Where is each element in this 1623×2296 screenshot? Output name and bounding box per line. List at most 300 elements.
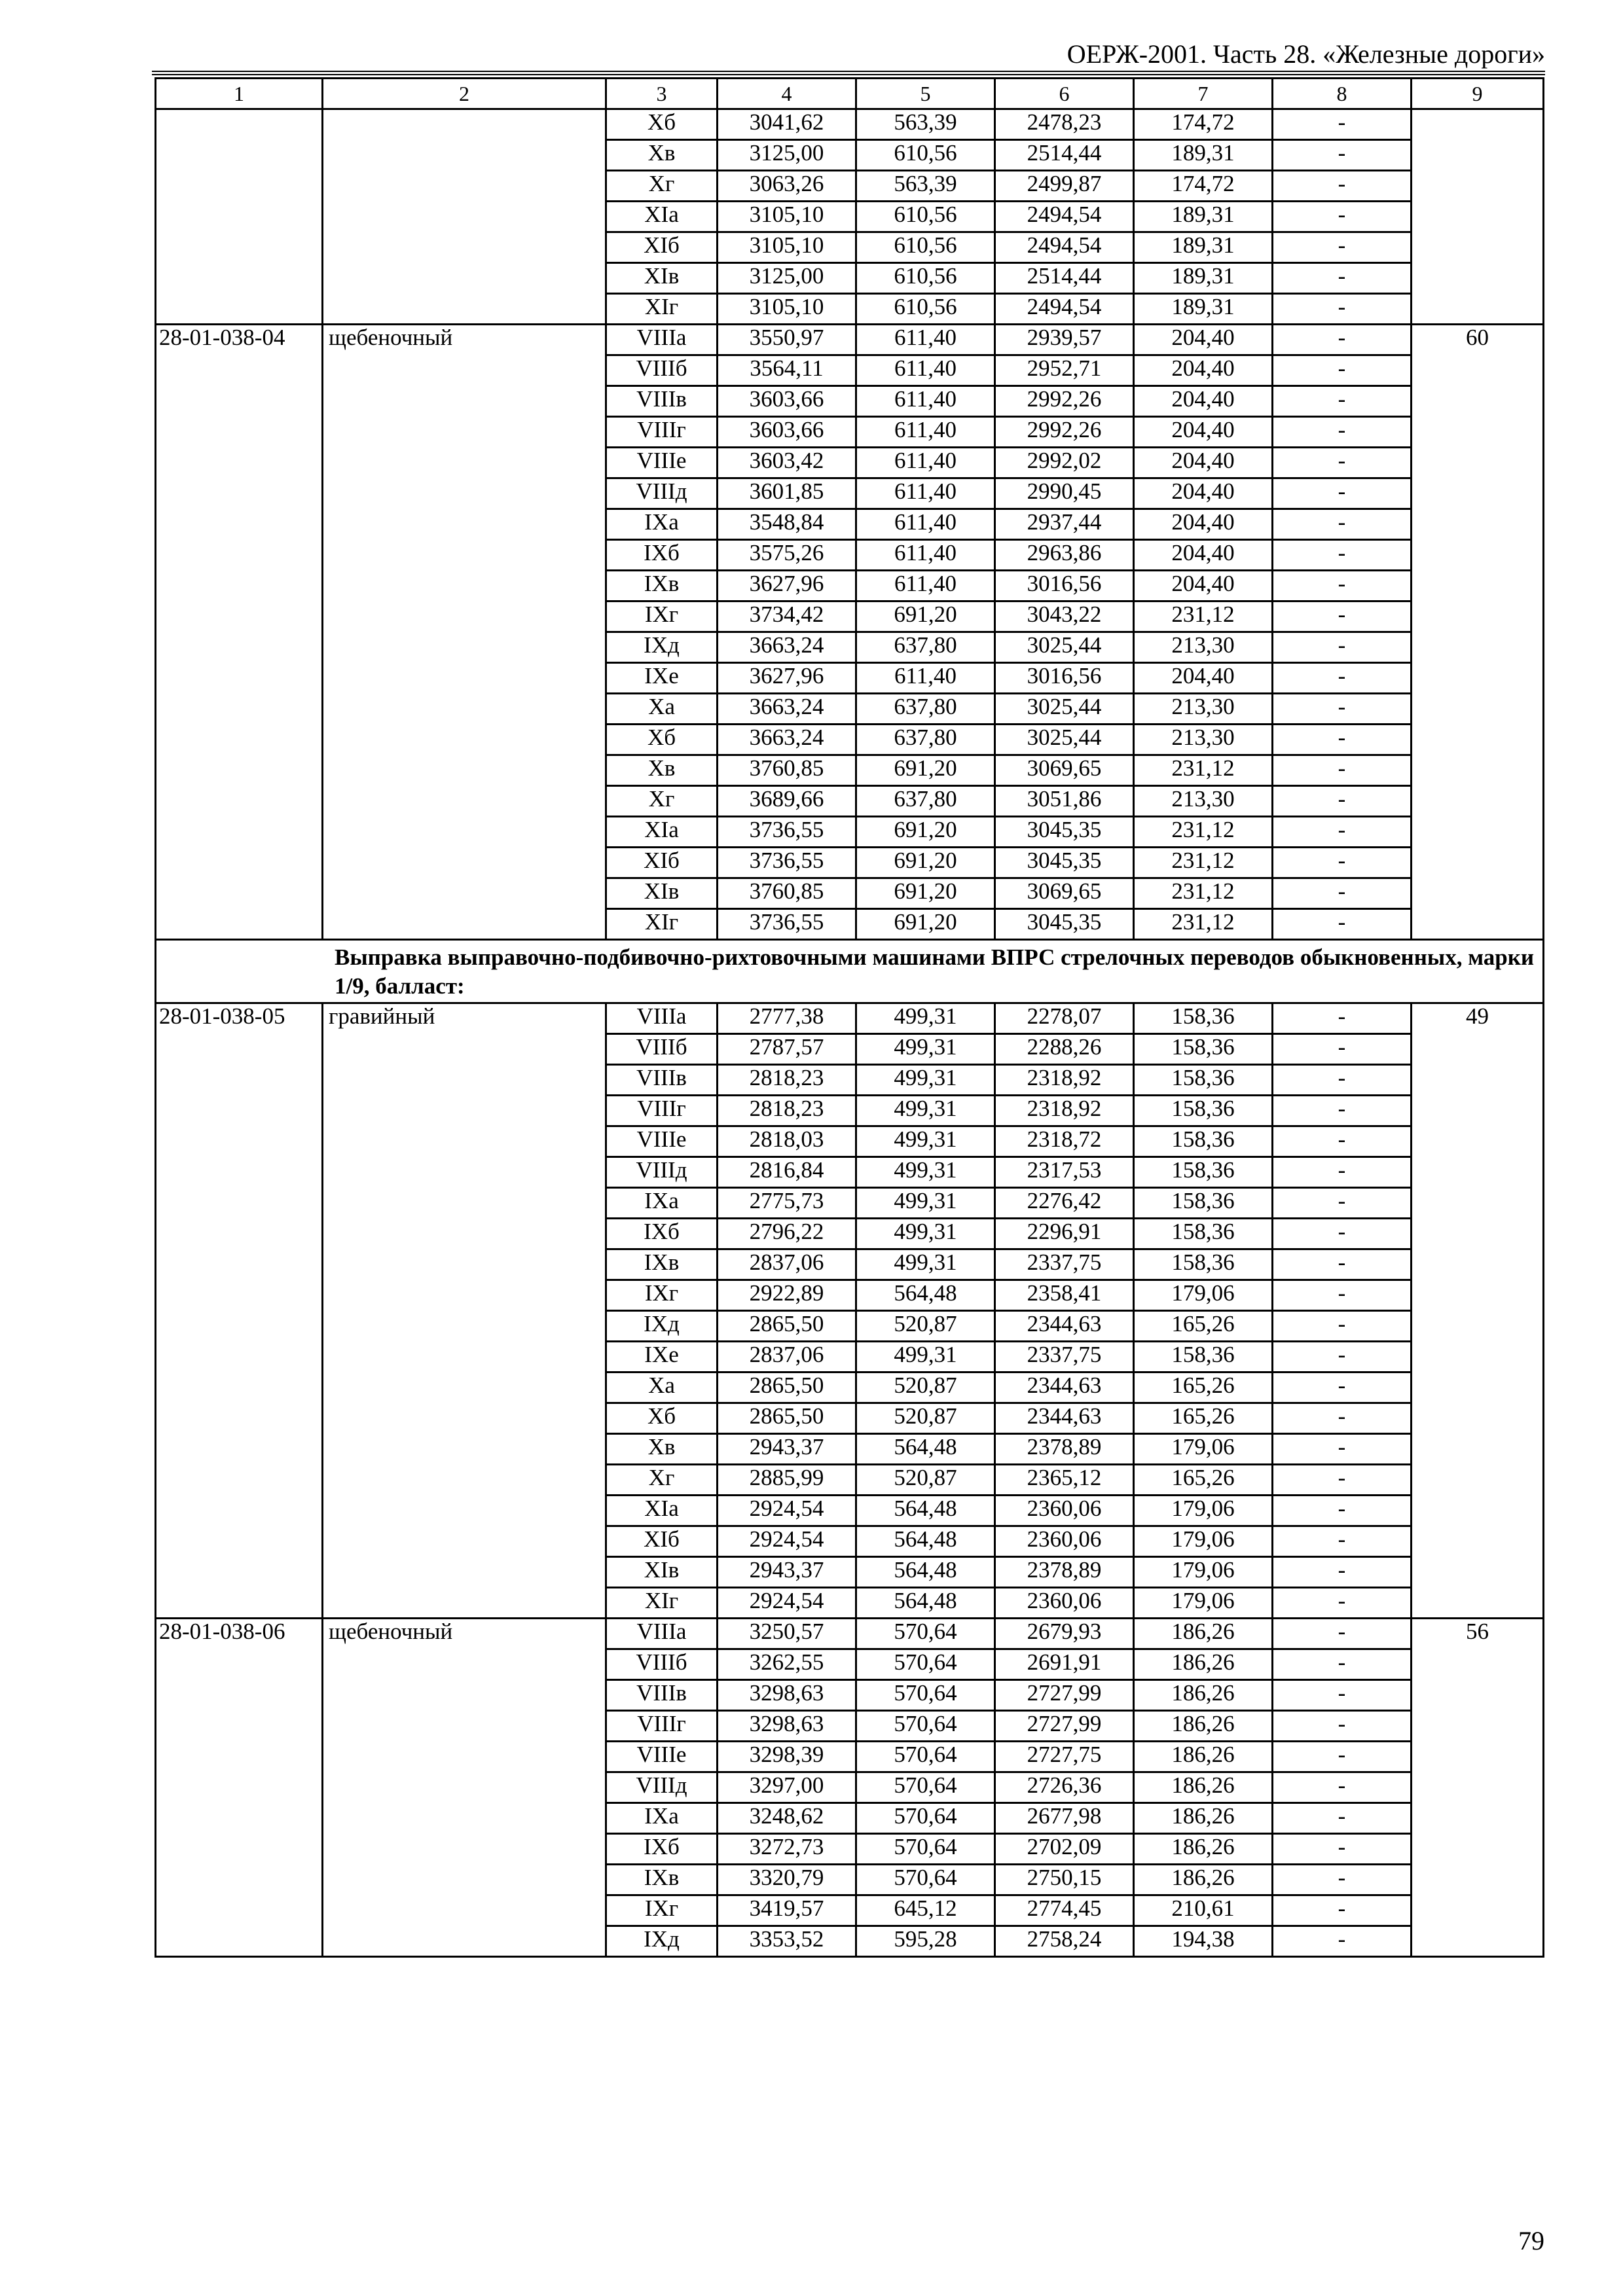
materials-cell: - (1273, 1434, 1412, 1465)
materials-cell: - (1273, 325, 1412, 355)
materials-cell: - (1273, 1649, 1412, 1680)
total-cost-cell: 2922,89 (718, 1280, 856, 1311)
materials-cell: - (1273, 1157, 1412, 1188)
wages-cell: 520,87 (856, 1465, 995, 1496)
machinist-wages-cell: 158,36 (1134, 1157, 1273, 1188)
materials-cell: - (1273, 1342, 1412, 1372)
materials-cell: - (1273, 202, 1412, 232)
machine-cost-cell: 3025,44 (995, 632, 1134, 663)
machinist-wages-cell: 186,26 (1134, 1865, 1273, 1895)
machinist-wages-cell: 186,26 (1134, 1834, 1273, 1865)
total-cost-cell: 2837,06 (718, 1342, 856, 1372)
machine-cost-cell: 2939,57 (995, 325, 1134, 355)
header-rule-top (152, 71, 1545, 72)
total-cost-cell: 2865,50 (718, 1372, 856, 1403)
materials-cell: - (1273, 1126, 1412, 1157)
switch-type-cell: XIа (606, 817, 718, 848)
machinist-wages-cell: 213,30 (1134, 725, 1273, 755)
total-cost-cell: 2865,50 (718, 1311, 856, 1342)
labor-cost (1412, 109, 1544, 325)
wages-cell: 611,40 (856, 355, 995, 386)
materials-cell: - (1273, 909, 1412, 940)
machine-cost-cell: 2365,12 (995, 1465, 1134, 1496)
materials-cell: - (1273, 509, 1412, 540)
machinist-wages-cell: 179,06 (1134, 1280, 1273, 1311)
total-cost-cell: 3063,26 (718, 171, 856, 202)
machine-cost-cell: 2278,07 (995, 1003, 1134, 1034)
norm-code: 28-01-038-05 (156, 1003, 323, 1619)
total-cost-cell: 3419,57 (718, 1895, 856, 1926)
materials-cell: - (1273, 1526, 1412, 1557)
switch-type-cell: IXг (606, 1280, 718, 1311)
machine-cost-cell: 2360,06 (995, 1496, 1134, 1526)
switch-type-cell: XIб (606, 1526, 718, 1557)
wages-cell: 570,64 (856, 1649, 995, 1680)
wages-cell: 691,20 (856, 878, 995, 909)
total-cost-cell: 2837,06 (718, 1249, 856, 1280)
machinist-wages-cell: 231,12 (1134, 755, 1273, 786)
wages-cell: 570,64 (856, 1711, 995, 1742)
machine-cost-cell: 2344,63 (995, 1372, 1134, 1403)
machinist-wages-cell: 189,31 (1134, 294, 1273, 325)
total-cost-cell: 3298,63 (718, 1711, 856, 1742)
total-cost-cell: 3736,55 (718, 848, 856, 878)
wages-cell: 499,31 (856, 1034, 995, 1065)
materials-cell: - (1273, 171, 1412, 202)
machine-cost-cell: 2318,92 (995, 1065, 1134, 1096)
materials-cell: - (1273, 417, 1412, 448)
machinist-wages-cell: 165,26 (1134, 1465, 1273, 1496)
switch-type-cell: VIIIг (606, 417, 718, 448)
total-cost-cell: 2865,50 (718, 1403, 856, 1434)
machinist-wages-cell: 158,36 (1134, 1126, 1273, 1157)
total-cost-cell: 3353,52 (718, 1926, 856, 1957)
machine-cost-cell: 2992,26 (995, 417, 1134, 448)
wages-cell: 611,40 (856, 478, 995, 509)
switch-type-cell: IXд (606, 1311, 718, 1342)
header-rule-bottom (152, 74, 1545, 75)
machine-cost-cell: 2702,09 (995, 1834, 1134, 1865)
machine-cost-cell: 3045,35 (995, 817, 1134, 848)
switch-type-cell: IXв (606, 1865, 718, 1895)
total-cost-cell: 3603,42 (718, 448, 856, 478)
materials-cell: - (1273, 1311, 1412, 1342)
machine-cost-cell: 2360,06 (995, 1588, 1134, 1619)
total-cost-cell: 3041,62 (718, 109, 856, 140)
total-cost-cell: 3601,85 (718, 478, 856, 509)
materials-cell: - (1273, 478, 1412, 509)
total-cost-cell: 3320,79 (718, 1865, 856, 1895)
total-cost-cell: 3564,11 (718, 355, 856, 386)
machinist-wages-cell: 186,26 (1134, 1619, 1273, 1649)
wages-cell: 610,56 (856, 294, 995, 325)
switch-type-cell: Xв (606, 140, 718, 171)
total-cost-cell: 3125,00 (718, 140, 856, 171)
total-cost-cell: 2775,73 (718, 1188, 856, 1219)
total-cost-cell: 3297,00 (718, 1772, 856, 1803)
machinist-wages-cell: 210,61 (1134, 1895, 1273, 1926)
column-number: 7 (1134, 79, 1273, 109)
machine-cost-cell: 2344,63 (995, 1403, 1134, 1434)
column-number: 6 (995, 79, 1134, 109)
materials-cell: - (1273, 1465, 1412, 1496)
total-cost-cell: 2943,37 (718, 1557, 856, 1588)
switch-type-cell: VIIIе (606, 1126, 718, 1157)
switch-type-cell: VIIIв (606, 386, 718, 417)
materials-cell: - (1273, 263, 1412, 294)
switch-type-cell: XIг (606, 909, 718, 940)
wages-cell: 499,31 (856, 1188, 995, 1219)
machine-cost-cell: 2992,26 (995, 386, 1134, 417)
machine-cost-cell: 2679,93 (995, 1619, 1134, 1649)
column-number: 5 (856, 79, 995, 109)
switch-type-cell: IXб (606, 1219, 718, 1249)
wages-cell: 564,48 (856, 1496, 995, 1526)
table-row (156, 109, 1544, 140)
total-cost-cell: 3105,10 (718, 232, 856, 263)
machinist-wages-cell: 158,36 (1134, 1034, 1273, 1065)
machine-cost-cell: 3045,35 (995, 848, 1134, 878)
page-number: 79 (1518, 2226, 1544, 2255)
wages-cell: 611,40 (856, 509, 995, 540)
switch-type-cell: Xг (606, 1465, 718, 1496)
total-cost-cell: 3760,85 (718, 755, 856, 786)
machinist-wages-cell: 158,36 (1134, 1342, 1273, 1372)
materials-cell: - (1273, 294, 1412, 325)
total-cost-cell: 3575,26 (718, 540, 856, 571)
machinist-wages-cell: 179,06 (1134, 1557, 1273, 1588)
materials-cell: - (1273, 1680, 1412, 1711)
machinist-wages-cell: 186,26 (1134, 1680, 1273, 1711)
machine-cost-cell: 2296,91 (995, 1219, 1134, 1249)
switch-type-cell: Xа (606, 694, 718, 725)
total-cost-cell: 2924,54 (718, 1496, 856, 1526)
total-cost-cell: 3272,73 (718, 1834, 856, 1865)
machine-cost-cell: 2727,75 (995, 1742, 1134, 1772)
wages-cell: 563,39 (856, 171, 995, 202)
machine-cost-cell: 2494,54 (995, 232, 1134, 263)
switch-type-cell: Xг (606, 786, 718, 817)
machinist-wages-cell: 165,26 (1134, 1372, 1273, 1403)
wages-cell: 564,48 (856, 1588, 995, 1619)
switch-type-cell: IXв (606, 571, 718, 601)
switch-type-cell: VIIIе (606, 448, 718, 478)
machinist-wages-cell: 186,26 (1134, 1803, 1273, 1834)
machine-cost-cell: 2344,63 (995, 1311, 1134, 1342)
machinist-wages-cell: 204,40 (1134, 509, 1273, 540)
switch-type-cell: VIIIд (606, 478, 718, 509)
switch-type-cell: IXд (606, 1926, 718, 1957)
total-cost-cell: 3663,24 (718, 694, 856, 725)
wages-cell: 564,48 (856, 1557, 995, 1588)
wages-cell: 611,40 (856, 663, 995, 694)
machinist-wages-cell: 204,40 (1134, 355, 1273, 386)
switch-type-cell: IXб (606, 540, 718, 571)
materials-cell: - (1273, 694, 1412, 725)
switch-type-cell: XIб (606, 848, 718, 878)
machinist-wages-cell: 231,12 (1134, 878, 1273, 909)
machine-cost-cell: 2337,75 (995, 1249, 1134, 1280)
machine-cost-cell: 2358,41 (995, 1280, 1134, 1311)
switch-type-cell: Xб (606, 1403, 718, 1434)
switch-type-cell: Xв (606, 1434, 718, 1465)
machinist-wages-cell: 204,40 (1134, 448, 1273, 478)
wages-cell: 564,48 (856, 1280, 995, 1311)
column-number: 1 (156, 79, 323, 109)
total-cost-cell: 2777,38 (718, 1003, 856, 1034)
wages-cell: 570,64 (856, 1742, 995, 1772)
machine-cost-cell: 2758,24 (995, 1926, 1134, 1957)
materials-cell: - (1273, 1496, 1412, 1526)
switch-type-cell: IXа (606, 1803, 718, 1834)
switch-type-cell: VIIIе (606, 1742, 718, 1772)
wages-cell: 691,20 (856, 755, 995, 786)
materials-cell: - (1273, 1280, 1412, 1311)
total-cost-cell: 3105,10 (718, 294, 856, 325)
machinist-wages-cell: 204,40 (1134, 386, 1273, 417)
materials-cell: - (1273, 817, 1412, 848)
machinist-wages-cell: 204,40 (1134, 478, 1273, 509)
wages-cell: 499,31 (856, 1157, 995, 1188)
wages-cell: 564,48 (856, 1434, 995, 1465)
total-cost-cell: 3663,24 (718, 725, 856, 755)
machine-cost-cell: 3025,44 (995, 694, 1134, 725)
switch-type-cell: VIIIа (606, 1619, 718, 1649)
machine-cost-cell: 2378,89 (995, 1557, 1134, 1588)
machinist-wages-cell: 213,30 (1134, 632, 1273, 663)
machinist-wages-cell: 213,30 (1134, 694, 1273, 725)
total-cost-cell: 2818,03 (718, 1126, 856, 1157)
ballast-type: щебеночный (323, 1619, 606, 1957)
wages-cell: 691,20 (856, 848, 995, 878)
switch-type-cell: XIг (606, 1588, 718, 1619)
machinist-wages-cell: 158,36 (1134, 1219, 1273, 1249)
switch-type-cell: VIIIг (606, 1096, 718, 1126)
switch-type-cell: XIб (606, 232, 718, 263)
materials-cell: - (1273, 386, 1412, 417)
wages-cell: 564,48 (856, 1526, 995, 1557)
total-cost-cell: 3603,66 (718, 386, 856, 417)
switch-type-cell: Xг (606, 171, 718, 202)
machinist-wages-cell: 179,06 (1134, 1588, 1273, 1619)
materials-cell: - (1273, 1003, 1412, 1034)
materials-cell: - (1273, 1834, 1412, 1865)
materials-cell: - (1273, 1742, 1412, 1772)
total-cost-cell: 2924,54 (718, 1526, 856, 1557)
materials-cell: - (1273, 786, 1412, 817)
machine-cost-cell: 3051,86 (995, 786, 1134, 817)
wages-cell: 520,87 (856, 1311, 995, 1342)
table-row (156, 1619, 1544, 1649)
wages-cell: 691,20 (856, 909, 995, 940)
wages-cell: 691,20 (856, 817, 995, 848)
switch-type-cell: Xб (606, 109, 718, 140)
total-cost-cell: 3548,84 (718, 509, 856, 540)
wages-cell: 610,56 (856, 263, 995, 294)
switch-type-cell: Xб (606, 725, 718, 755)
wages-cell: 611,40 (856, 540, 995, 571)
materials-cell: - (1273, 1926, 1412, 1957)
switch-type-cell: VIIIг (606, 1711, 718, 1742)
column-number: 3 (606, 79, 718, 109)
machine-cost-cell: 2963,86 (995, 540, 1134, 571)
total-cost-cell: 2924,54 (718, 1588, 856, 1619)
wages-cell: 570,64 (856, 1619, 995, 1649)
machine-cost-cell: 3069,65 (995, 755, 1134, 786)
ballast-type: гравийный (323, 1003, 606, 1619)
wages-cell: 637,80 (856, 694, 995, 725)
switch-type-cell: XIв (606, 878, 718, 909)
total-cost-cell: 3603,66 (718, 417, 856, 448)
materials-cell: - (1273, 448, 1412, 478)
machinist-wages-cell: 158,36 (1134, 1249, 1273, 1280)
total-cost-cell: 3125,00 (718, 263, 856, 294)
wages-cell: 499,31 (856, 1065, 995, 1096)
machinist-wages-cell: 186,26 (1134, 1742, 1273, 1772)
materials-cell: - (1273, 1096, 1412, 1126)
machinist-wages-cell: 231,12 (1134, 817, 1273, 848)
machinist-wages-cell: 179,06 (1134, 1526, 1273, 1557)
switch-type-cell: VIIIб (606, 355, 718, 386)
switch-type-cell: IXа (606, 509, 718, 540)
machine-cost-cell: 2727,99 (995, 1711, 1134, 1742)
materials-cell: - (1273, 1711, 1412, 1742)
total-cost-cell: 3248,62 (718, 1803, 856, 1834)
wages-cell: 499,31 (856, 1219, 995, 1249)
machine-cost-cell: 2318,92 (995, 1096, 1134, 1126)
machinist-wages-cell: 231,12 (1134, 601, 1273, 632)
materials-cell: - (1273, 725, 1412, 755)
total-cost-cell: 3298,39 (718, 1742, 856, 1772)
switch-type-cell: XIв (606, 263, 718, 294)
wages-cell: 499,31 (856, 1249, 995, 1280)
machinist-wages-cell: 186,26 (1134, 1649, 1273, 1680)
wages-cell: 637,80 (856, 725, 995, 755)
machinist-wages-cell: 231,12 (1134, 909, 1273, 940)
machine-cost-cell: 2318,72 (995, 1126, 1134, 1157)
switch-type-cell: IXе (606, 663, 718, 694)
machine-cost-cell: 2360,06 (995, 1526, 1134, 1557)
switch-type-cell: VIIIв (606, 1680, 718, 1711)
machine-cost-cell: 2992,02 (995, 448, 1134, 478)
machine-cost-cell: 2514,44 (995, 140, 1134, 171)
wages-cell: 611,40 (856, 325, 995, 355)
materials-cell: - (1273, 663, 1412, 694)
machinist-wages-cell: 165,26 (1134, 1403, 1273, 1434)
machine-cost-cell: 2499,87 (995, 171, 1134, 202)
total-cost-cell: 3627,96 (718, 571, 856, 601)
wages-cell: 691,20 (856, 601, 995, 632)
wages-cell: 611,40 (856, 417, 995, 448)
machine-cost-cell: 2276,42 (995, 1188, 1134, 1219)
materials-cell: - (1273, 540, 1412, 571)
materials-cell: - (1273, 1588, 1412, 1619)
total-cost-cell: 3663,24 (718, 632, 856, 663)
machinist-wages-cell: 174,72 (1134, 171, 1273, 202)
switch-type-cell: IXд (606, 632, 718, 663)
switch-type-cell: IXг (606, 601, 718, 632)
machinist-wages-cell: 231,12 (1134, 848, 1273, 878)
total-cost-cell: 3689,66 (718, 786, 856, 817)
wages-cell: 570,64 (856, 1865, 995, 1895)
machine-cost-cell: 2677,98 (995, 1803, 1134, 1834)
machinist-wages-cell: 204,40 (1134, 663, 1273, 694)
machine-cost-cell: 2494,54 (995, 202, 1134, 232)
machinist-wages-cell: 189,31 (1134, 202, 1273, 232)
wages-cell: 499,31 (856, 1003, 995, 1034)
machinist-wages-cell: 204,40 (1134, 571, 1273, 601)
machine-cost-cell: 2990,45 (995, 478, 1134, 509)
machine-cost-cell: 3069,65 (995, 878, 1134, 909)
switch-type-cell: Xа (606, 1372, 718, 1403)
materials-cell: - (1273, 1895, 1412, 1926)
wages-cell: 611,40 (856, 448, 995, 478)
materials-cell: - (1273, 109, 1412, 140)
materials-cell: - (1273, 1803, 1412, 1834)
machinist-wages-cell: 158,36 (1134, 1096, 1273, 1126)
machine-cost-cell: 3016,56 (995, 663, 1134, 694)
norm-code (156, 109, 323, 325)
column-number: 8 (1273, 79, 1412, 109)
machine-cost-cell: 2514,44 (995, 263, 1134, 294)
switch-type-cell: VIIIд (606, 1772, 718, 1803)
total-cost-cell: 3736,55 (718, 817, 856, 848)
total-cost-cell: 3550,97 (718, 325, 856, 355)
machinist-wages-cell: 165,26 (1134, 1311, 1273, 1342)
machine-cost-cell: 2494,54 (995, 294, 1134, 325)
wages-cell: 610,56 (856, 202, 995, 232)
machinist-wages-cell: 186,26 (1134, 1711, 1273, 1742)
table-row (156, 325, 1544, 355)
materials-cell: - (1273, 1249, 1412, 1280)
materials-cell: - (1273, 1403, 1412, 1434)
wages-cell: 637,80 (856, 632, 995, 663)
switch-type-cell: XIа (606, 1496, 718, 1526)
norm-code: 28-01-038-04 (156, 325, 323, 940)
wages-cell: 637,80 (856, 786, 995, 817)
wages-cell: 610,56 (856, 140, 995, 171)
materials-cell: - (1273, 1619, 1412, 1649)
labor-cost: 56 (1412, 1619, 1544, 1957)
machinist-wages-cell: 213,30 (1134, 786, 1273, 817)
switch-type-cell: IXб (606, 1834, 718, 1865)
machine-cost-cell: 3043,22 (995, 601, 1134, 632)
machinist-wages-cell: 179,06 (1134, 1434, 1273, 1465)
machinist-wages-cell: 204,40 (1134, 540, 1273, 571)
wages-cell: 570,64 (856, 1680, 995, 1711)
machinist-wages-cell: 189,31 (1134, 232, 1273, 263)
total-cost-cell: 3262,55 (718, 1649, 856, 1680)
switch-type-cell: IXв (606, 1249, 718, 1280)
materials-cell: - (1273, 755, 1412, 786)
wages-cell: 570,64 (856, 1803, 995, 1834)
machinist-wages-cell: 194,38 (1134, 1926, 1273, 1957)
column-number: 9 (1412, 79, 1544, 109)
switch-type-cell: Xв (606, 755, 718, 786)
total-cost-cell: 2818,23 (718, 1065, 856, 1096)
total-cost-cell: 2816,84 (718, 1157, 856, 1188)
total-cost-cell: 3734,42 (718, 601, 856, 632)
wages-cell: 520,87 (856, 1372, 995, 1403)
machinist-wages-cell: 179,06 (1134, 1496, 1273, 1526)
switch-type-cell: VIIIд (606, 1157, 718, 1188)
switch-type-cell: XIа (606, 202, 718, 232)
total-cost-cell: 2943,37 (718, 1434, 856, 1465)
machine-cost-cell: 2378,89 (995, 1434, 1134, 1465)
total-cost-cell: 3760,85 (718, 878, 856, 909)
machine-cost-cell: 2727,99 (995, 1680, 1134, 1711)
machine-cost-cell: 2726,36 (995, 1772, 1134, 1803)
